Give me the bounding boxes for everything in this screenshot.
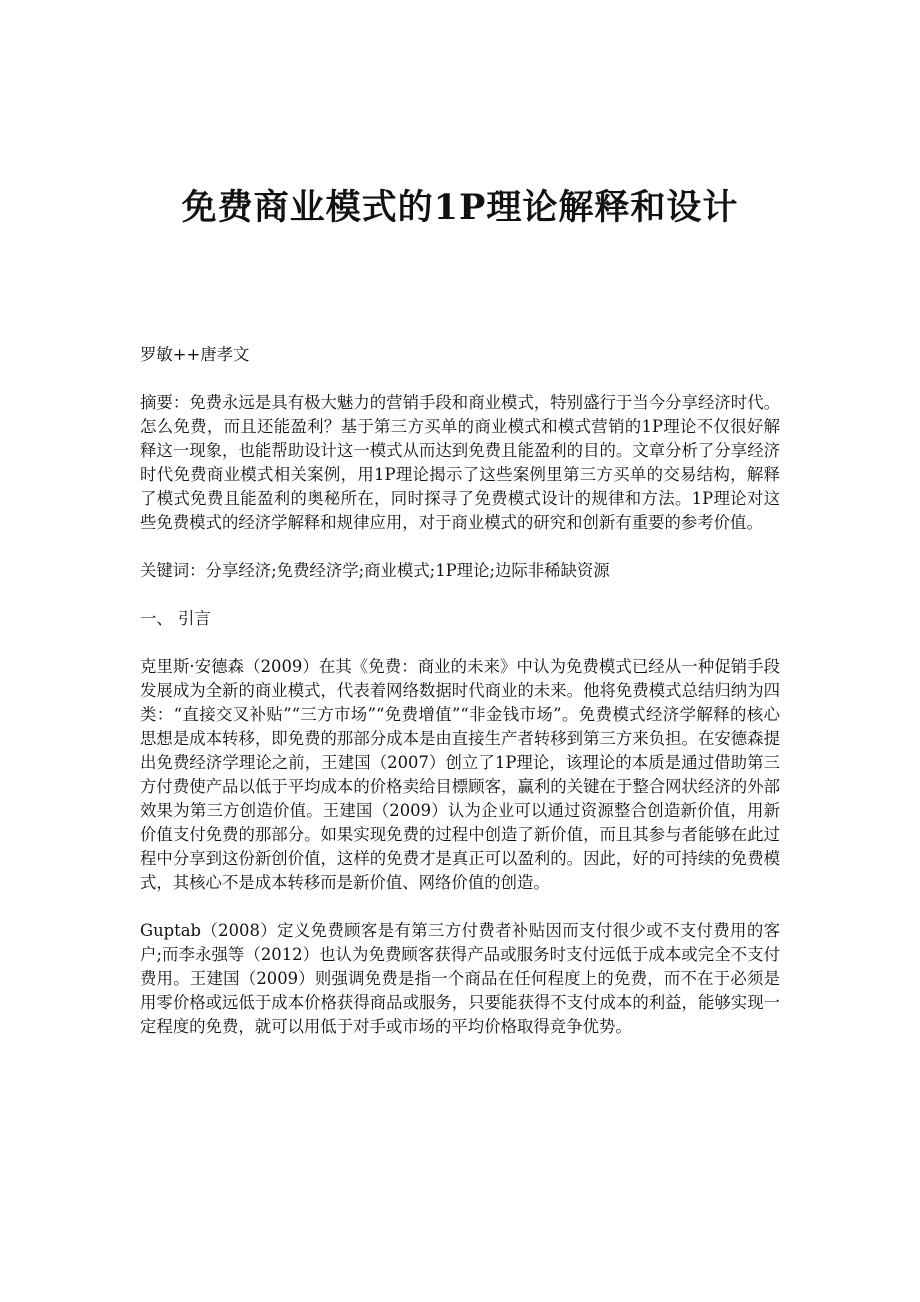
body-paragraph: 克里斯·安德森（2009）在其《免费：商业的未来》中认为免费模式已经从一种促销手段发展成为全新的商业模式，代表着网络数据时代商业的未来。他将免费模式总结归纳为四类：“直接交叉补贴”“三方市场”“免费增值”“非金钱市场”。免费模式经济学解释的核心思想是成本转移，即免费的那部分成本是由直接生产者转移到第三方来负担。在安德森提出免费经济学理论之前，王建国（2007）创立了1P理论，该理论的本质是通过借助第三方付费使产品以低于平均成本的价格卖给目標顾客，赢利的关键在于整合网状经济的外部效果为第三方创造价值。王建国（2009）认为企业可以通过资源整合创造新价值，用新价值支付免费的那部分。如果实现免费的过程中创造了新价值，而且其参与者能够在此过程中分享到这份新创价值，这样的免费才是真正可以盈利的。因此，好的可持续的免费模式，其核心不是成本转移而是新价值、网络价值的创造。 — [140, 657, 780, 892]
keywords-line: 关键词：分享经济;免费经济学;商业模式;1P理论;边际非稀缺资源 — [140, 561, 610, 580]
body-paragraph: Guptab（2008）定义免费顾客是有第三方付费者补贴因而支付很少或不支付费用的客户;而李永强等（2012）也认为免费顾客获得产品或服务时支付远低于成本或完全不支付费用。王建国（2009）则强调免费是指一个商品在任何程度上的免费，而不在于必须是用零价格或远低于成本价格获得商品或服务，只要能获得不支付成本的利益，能够实现一定程度的免费，就可以用低于对手或市场的平均价格取得竞争优势。 — [140, 921, 780, 1036]
section-heading: 一、 引言 — [140, 609, 211, 628]
paper-title: 免费商业模式的1P理论解释和设计 — [181, 187, 739, 228]
abstract-paragraph: 摘要：免费永远是具有极大魅力的营销手段和商业模式，特别盛行于当今分享经济时代。怎么免费，而且还能盈利？基于第三方买单的商业模式和模式营销的1P理论不仅很好解释这一现象，也能帮助设计这一模式从而达到免费且能盈利的目的。文章分析了分享经济时代免费商业模式相关案例，用1P理论揭示了这些案例里第三方买单的交易结构，解释了模式免费且能盈利的奥秘所在，同时探寻了免费模式设计的规律和方法。1P理论对这些免费模式的经济学解释和规律应用，对于商业模式的研究和创新有重要的参考价值。 — [140, 393, 780, 532]
author-line: 罗敏++唐孝文 — [140, 345, 250, 364]
paper-body — [140, 343, 780, 1039]
